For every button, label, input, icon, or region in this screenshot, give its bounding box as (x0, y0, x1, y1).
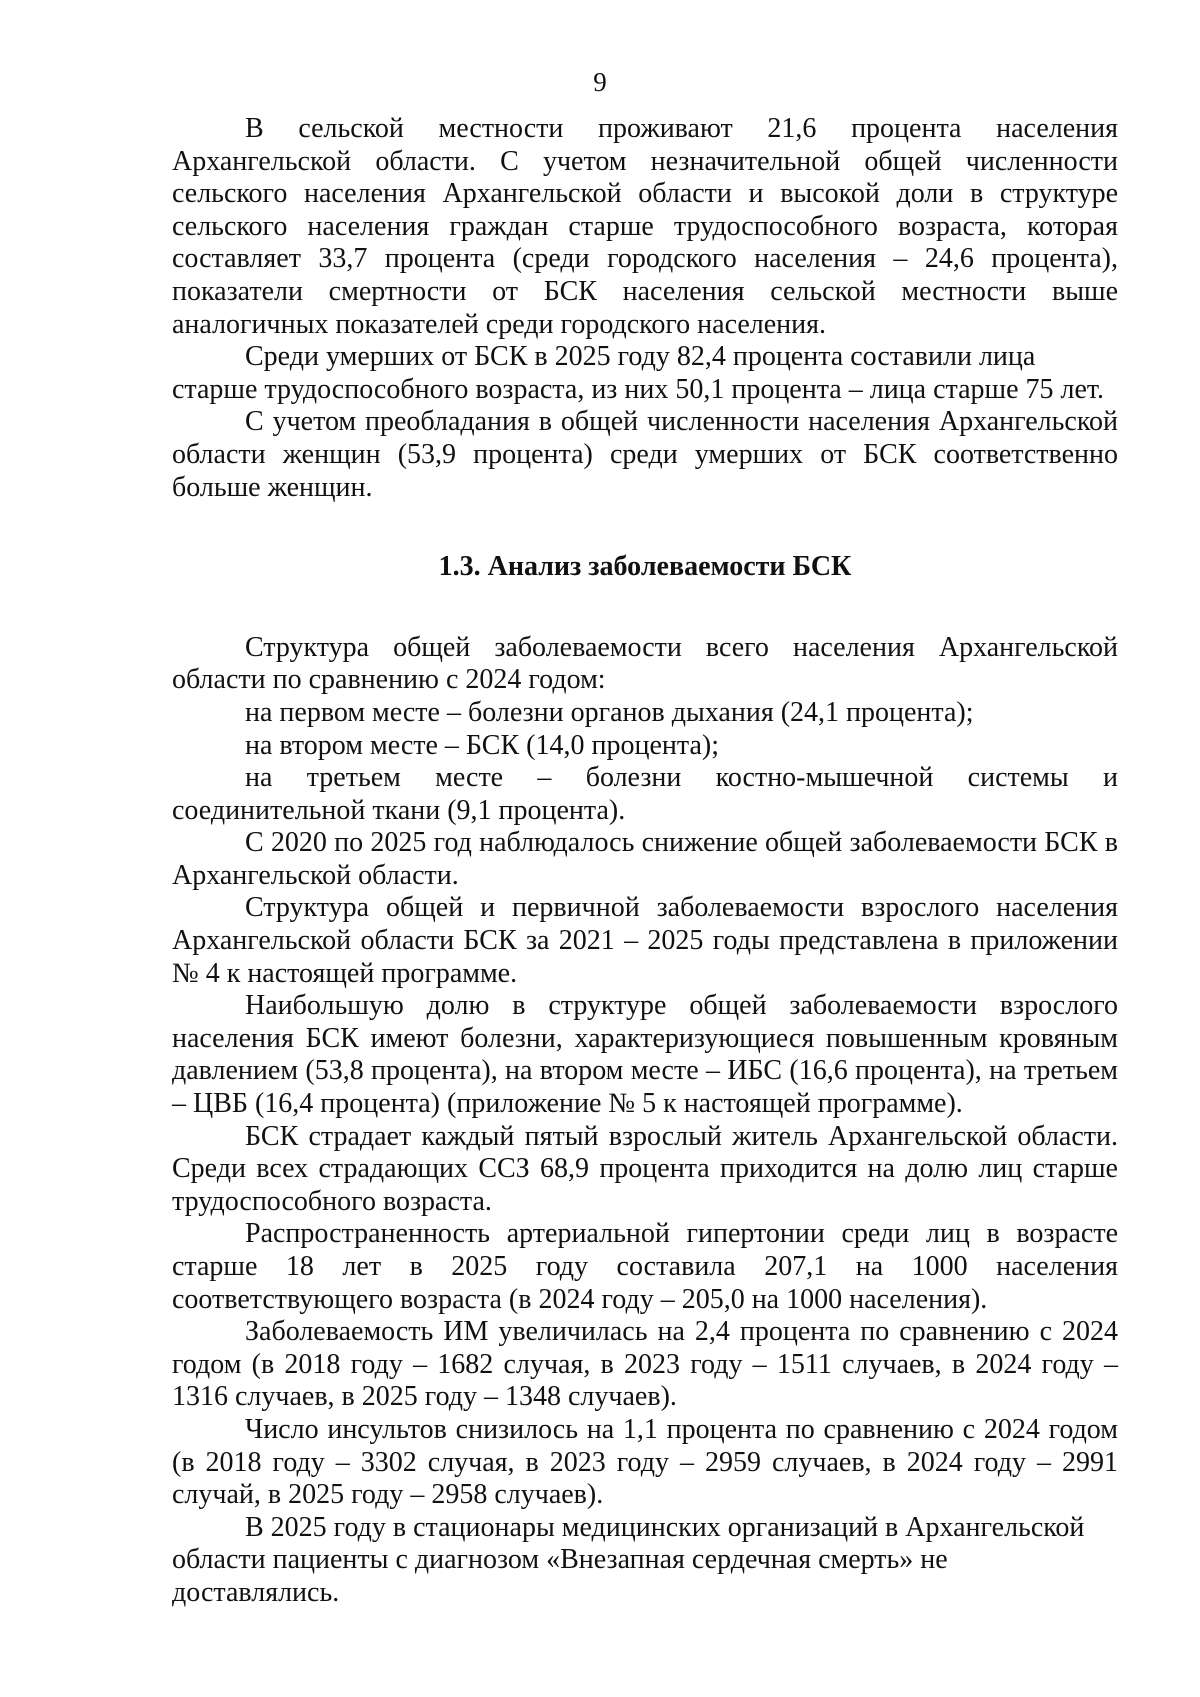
paragraph-hypertension: Распространенность артериальной гипертонии среди лиц в возрасте старше 18 лет в 2025 году составила 207,1 на 1000 населения соответствующего возраста (в 2024 году – 205,0 на 1000 населения). (172, 1218, 1118, 1315)
paragraph-rural-population: В сельской местности проживают 21,6 процента населения Архангельской области. С учетом незначительной общей численности сельского населения Архангельской области и высокой доли в структуре сельского населения граждан старше трудоспособного возраста, которая составляет 33,7 процента (среди городского населения – 24,6 процента), показатели смертности от БСК населения сельской местности выше аналогичных показателей среди городского населения. (172, 113, 1118, 340)
paragraph-morbidity-decline: С 2020 по 2025 год наблюдалось снижение общей заболеваемости БСК в Архангельской области. (172, 827, 1118, 891)
paragraph-myocardial-infarction: Заболеваемость ИМ увеличилась на 2,4 процента по сравнению с 2024 годом (в 2018 году – 1682 случая, в 2023 году – 1511 случаев, в 2024 году – 1316 случаев, в 2025 году – 1348 случаев). (172, 1316, 1118, 1413)
paragraph-adult-residents: БСК страдает каждый пятый взрослый житель Архангельской области. Среди всех страдающих ССЗ 68,9 процента приходится на долю лиц старше трудоспособного возраста. (172, 1120, 1118, 1217)
page-number: 9 (593, 67, 607, 97)
list-item-third-place: на третьем месте – болезни костно-мышечной системы и соединительной ткани (9,1 процента). (172, 762, 1118, 826)
document-body (172, 113, 1118, 1610)
paragraph-sudden-cardiac-death: В 2025 году в стационары медицинских организаций в Архангельской области пациенты с диагнозом «Внезапная сердечная смерть» не доставлялись. (172, 1511, 1085, 1608)
paragraph-strokes: Число инсультов снизилось на 1,1 процента по сравнению с 2024 годом (в 2018 году – 3302 случая, в 2023 году – 2959 случаев, в 2024 году – 2991 случай, в 2025 году – 2958 случаев). (172, 1413, 1118, 1511)
list-item-first-place: на первом месте – болезни органов дыхания (24,1 процента); (245, 696, 974, 728)
section-heading: 1.3. Анализ заболеваемости БСК (438, 551, 852, 583)
paragraph-appendix-4: Структура общей и первичной заболеваемости взрослого населения Архангельской области БСК за 2021 – 2025 годы представлена в приложении № 4 к настоящей программе. (172, 892, 1118, 989)
paragraph-largest-share: Наибольшую долю в структуре общей заболеваемости взрослого населения БСК имеют болезни, характеризующиеся повышенным кровяным давлением (53,8 процента), на втором месте – ИБС (16,6 процента), на третьем – ЦВБ (16,4 процента) (приложение № 5 к настоящей программе). (172, 990, 1118, 1120)
paragraph-women-share: С учетом преобладания в общей численности населения Архангельской области женщин (53,9 процента) среди умерших от БСК соответственно больше женщин. (172, 406, 1118, 503)
paragraph-morbidity-structure: Структура общей заболеваемости всего населения Архангельской области по сравнению с 2024 годом: (172, 631, 1118, 696)
list-item-second-place: на втором месте – БСК (14,0 процента); (245, 729, 719, 761)
paragraph-deceased-age: Среди умерших от БСК в 2025 году 82,4 процента составили лица старше трудоспособного возраста, из них 50,1 процента – лица старше 75 лет. (172, 341, 1105, 405)
